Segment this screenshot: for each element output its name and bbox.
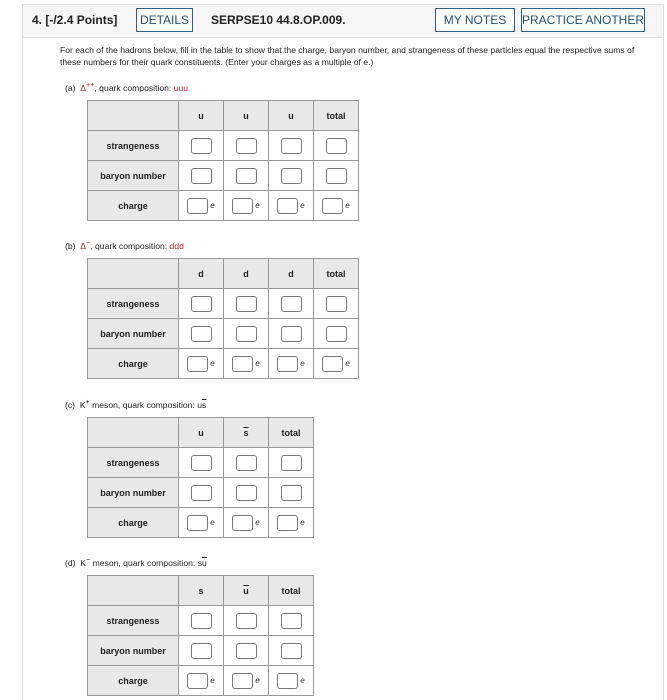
charge-input[interactable] [232, 198, 253, 214]
row-header-strangeness: strangeness [88, 289, 179, 319]
strangeness-total-input[interactable] [326, 296, 347, 312]
baryon-number-input[interactable] [281, 168, 302, 184]
strangeness-input[interactable] [281, 296, 302, 312]
row-header-charge: charge [88, 508, 179, 538]
unit-e: e [345, 201, 350, 210]
row-header-charge: charge [88, 349, 179, 379]
column-header: d [269, 259, 314, 289]
charge-total-input[interactable] [322, 198, 343, 214]
row-header-charge: charge [88, 666, 179, 696]
strangeness-total-input[interactable] [281, 455, 302, 471]
charge-input[interactable] [232, 515, 253, 531]
baryon-number-input[interactable] [191, 485, 212, 501]
question-id: SERPSE10 44.8.OP.009. [211, 13, 346, 27]
baryon-number-total-input[interactable] [281, 643, 302, 659]
unit-e: e [210, 201, 215, 210]
practice-another-button[interactable]: PRACTICE ANOTHER [521, 8, 645, 32]
table-corner [88, 418, 179, 448]
column-header-total: total [314, 101, 359, 131]
row-header-strangeness: strangeness [88, 131, 179, 161]
charge-input[interactable] [232, 356, 253, 372]
unit-e: e [210, 359, 215, 368]
column-header: s [179, 576, 224, 606]
strangeness-input[interactable] [191, 296, 212, 312]
column-header-total: total [269, 418, 314, 448]
strangeness-input[interactable] [281, 138, 302, 154]
row-header-strangeness: strangeness [88, 448, 179, 478]
unit-e: e [300, 201, 305, 210]
unit-e: e [210, 518, 215, 527]
unit-e: e [300, 676, 305, 685]
row-header-baryon: baryon number [88, 636, 179, 666]
table-corner [88, 576, 179, 606]
column-header: u [179, 101, 224, 131]
unit-e: e [255, 518, 260, 527]
unit-e: e [300, 359, 305, 368]
column-header-total: total [269, 576, 314, 606]
strangeness-total-input[interactable] [326, 138, 347, 154]
baryon-number-input[interactable] [236, 168, 257, 184]
strangeness-input[interactable] [236, 455, 257, 471]
row-header-strangeness: strangeness [88, 606, 179, 636]
unit-e: e [345, 359, 350, 368]
baryon-number-input[interactable] [191, 643, 212, 659]
charge-input[interactable] [277, 198, 298, 214]
table-corner [88, 101, 179, 131]
charge-input[interactable] [187, 198, 208, 214]
details-button[interactable]: DETAILS [136, 8, 193, 32]
strangeness-input[interactable] [191, 455, 212, 471]
charge-input[interactable] [232, 673, 253, 689]
table-part-a [87, 100, 359, 221]
unit-e: e [255, 676, 260, 685]
strangeness-input[interactable] [236, 613, 257, 629]
baryon-number-input[interactable] [236, 485, 257, 501]
instructions-text: For each of the hadrons below, fill in the table to show that the charge, baryon number, and strangeness of these particles equal the respective sums of these numbers for their quark constituents. (Enter your charges as a multiple of e.) [60, 45, 635, 67]
column-header: u [269, 101, 314, 131]
strangeness-input[interactable] [236, 138, 257, 154]
row-header-baryon: baryon number [88, 161, 179, 191]
row-header-baryon: baryon number [88, 319, 179, 349]
column-header: d [179, 259, 224, 289]
table-corner [88, 259, 179, 289]
strangeness-input[interactable] [191, 138, 212, 154]
table-part-b [87, 258, 359, 379]
column-header: u [179, 418, 224, 448]
row-header-charge: charge [88, 191, 179, 221]
table-part-c [87, 417, 314, 538]
part-c-label: (c) K+ meson, quark composition: $u\overline{s}$ [65, 398, 207, 410]
column-header: $\overline{s}$ [224, 418, 269, 448]
unit-e: e [210, 676, 215, 685]
charge-input[interactable] [187, 673, 208, 689]
column-header-total: total [314, 259, 359, 289]
charge-input[interactable] [277, 356, 298, 372]
strangeness-total-input[interactable] [281, 613, 302, 629]
column-header: u [224, 101, 269, 131]
question-number: 4. [-/2.4 Points] [32, 13, 118, 27]
strangeness-input[interactable] [191, 613, 212, 629]
unit-e: e [300, 518, 305, 527]
column-header: d [224, 259, 269, 289]
part-b-label: (b) Δ−, quark composition: ddd [65, 239, 184, 251]
charge-total-input[interactable] [277, 515, 298, 531]
baryon-number-total-input[interactable] [326, 326, 347, 342]
table-part-d [87, 575, 314, 696]
part-d-label: (d) K− meson, quark composition: $s\overline{u}$ [65, 556, 207, 568]
part-a-label: (a) Δ++, quark composition: uuu [65, 81, 189, 93]
baryon-number-input[interactable] [191, 168, 212, 184]
my-notes-button[interactable]: MY NOTES [435, 8, 515, 32]
column-header: $\overline{u}$ [224, 576, 269, 606]
baryon-number-total-input[interactable] [281, 485, 302, 501]
baryon-number-total-input[interactable] [326, 168, 347, 184]
charge-input[interactable] [187, 356, 208, 372]
baryon-number-input[interactable] [191, 326, 212, 342]
row-header-baryon: baryon number [88, 478, 179, 508]
charge-total-input[interactable] [277, 673, 298, 689]
unit-e: e [255, 201, 260, 210]
unit-e: e [255, 359, 260, 368]
strangeness-input[interactable] [236, 296, 257, 312]
baryon-number-input[interactable] [281, 326, 302, 342]
charge-input[interactable] [187, 515, 208, 531]
baryon-number-input[interactable] [236, 326, 257, 342]
charge-total-input[interactable] [322, 356, 343, 372]
baryon-number-input[interactable] [236, 643, 257, 659]
